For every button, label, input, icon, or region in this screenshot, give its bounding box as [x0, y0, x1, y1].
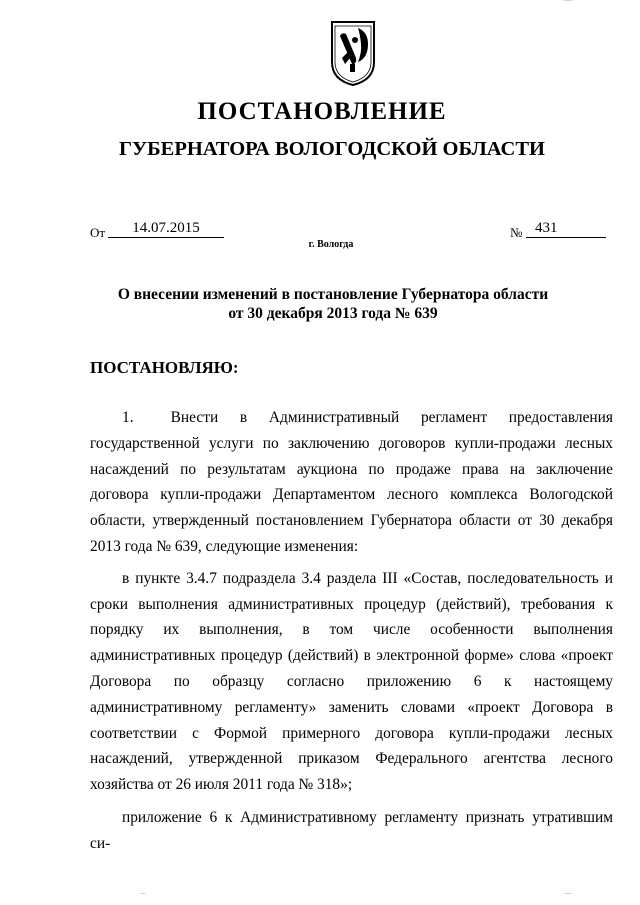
body-paragraph-1: 1. Внести в Административный регламент предоставления государственной услуги по заключению договоров купли-продажи лесных насаждений по результатам аукциона по продаже права на заключение договора купли-продажи Департаментом лесного комплекса Вологодской области, утвержденный постановлением Губернатора области от 30 декабря 2013 года № 639, следующие изменения: — [90, 409, 613, 555]
decree-heading: ПОСТАНОВЛЯЮ: — [90, 358, 239, 377]
scan-mark: ‾‾ — [140, 893, 146, 902]
subject-line-1: О внесении изменений в постановление Губернатора области — [117, 286, 549, 303]
document-date: 14.07.2015 — [108, 220, 224, 238]
document-title: ПОСТАНОВЛЕНИЕ — [197, 98, 447, 125]
coat-of-arms-icon — [328, 18, 378, 88]
number-label: № — [510, 225, 523, 240]
body-paragraph-2: в пункте 3.4.7 подраздела 3.4 раздела III «Состав, последовательность и сроки выполнения административных процедур (действий), требования к порядку их выполнения, в том числе особенности выполнения административных процедур (действий) в электронной форме» слова «проект Договора по образцу согласно приложению 6 к настоящему административному регламенту» заменить словами «проект Договора в соответствии с Формой примерного договора купли-продажи лесных насаждений, утвержденной приказом Федерального агентства лесного хозяйства от 26 июля 2011 года № 318»; — [90, 569, 613, 794]
body-paragraph-3: приложение 6 к Административному регламенту признать утратившим си- — [90, 808, 613, 852]
document-body — [90, 405, 613, 857]
document-issuer: ГУБЕРНАТОРА ВОЛОГОДСКОЙ ОБЛАСТИ — [119, 138, 545, 160]
scan-mark: ‾‾‾ — [564, 893, 572, 902]
subject-line-2: от 30 декабря 2013 года № 639 — [228, 305, 438, 322]
document-subject — [0, 285, 640, 323]
scan-mark: ‾‾‾ — [564, 0, 572, 9]
document-city: г. Вологда — [308, 239, 354, 250]
date-label: От — [90, 225, 106, 240]
document-number: 431 — [526, 220, 606, 238]
